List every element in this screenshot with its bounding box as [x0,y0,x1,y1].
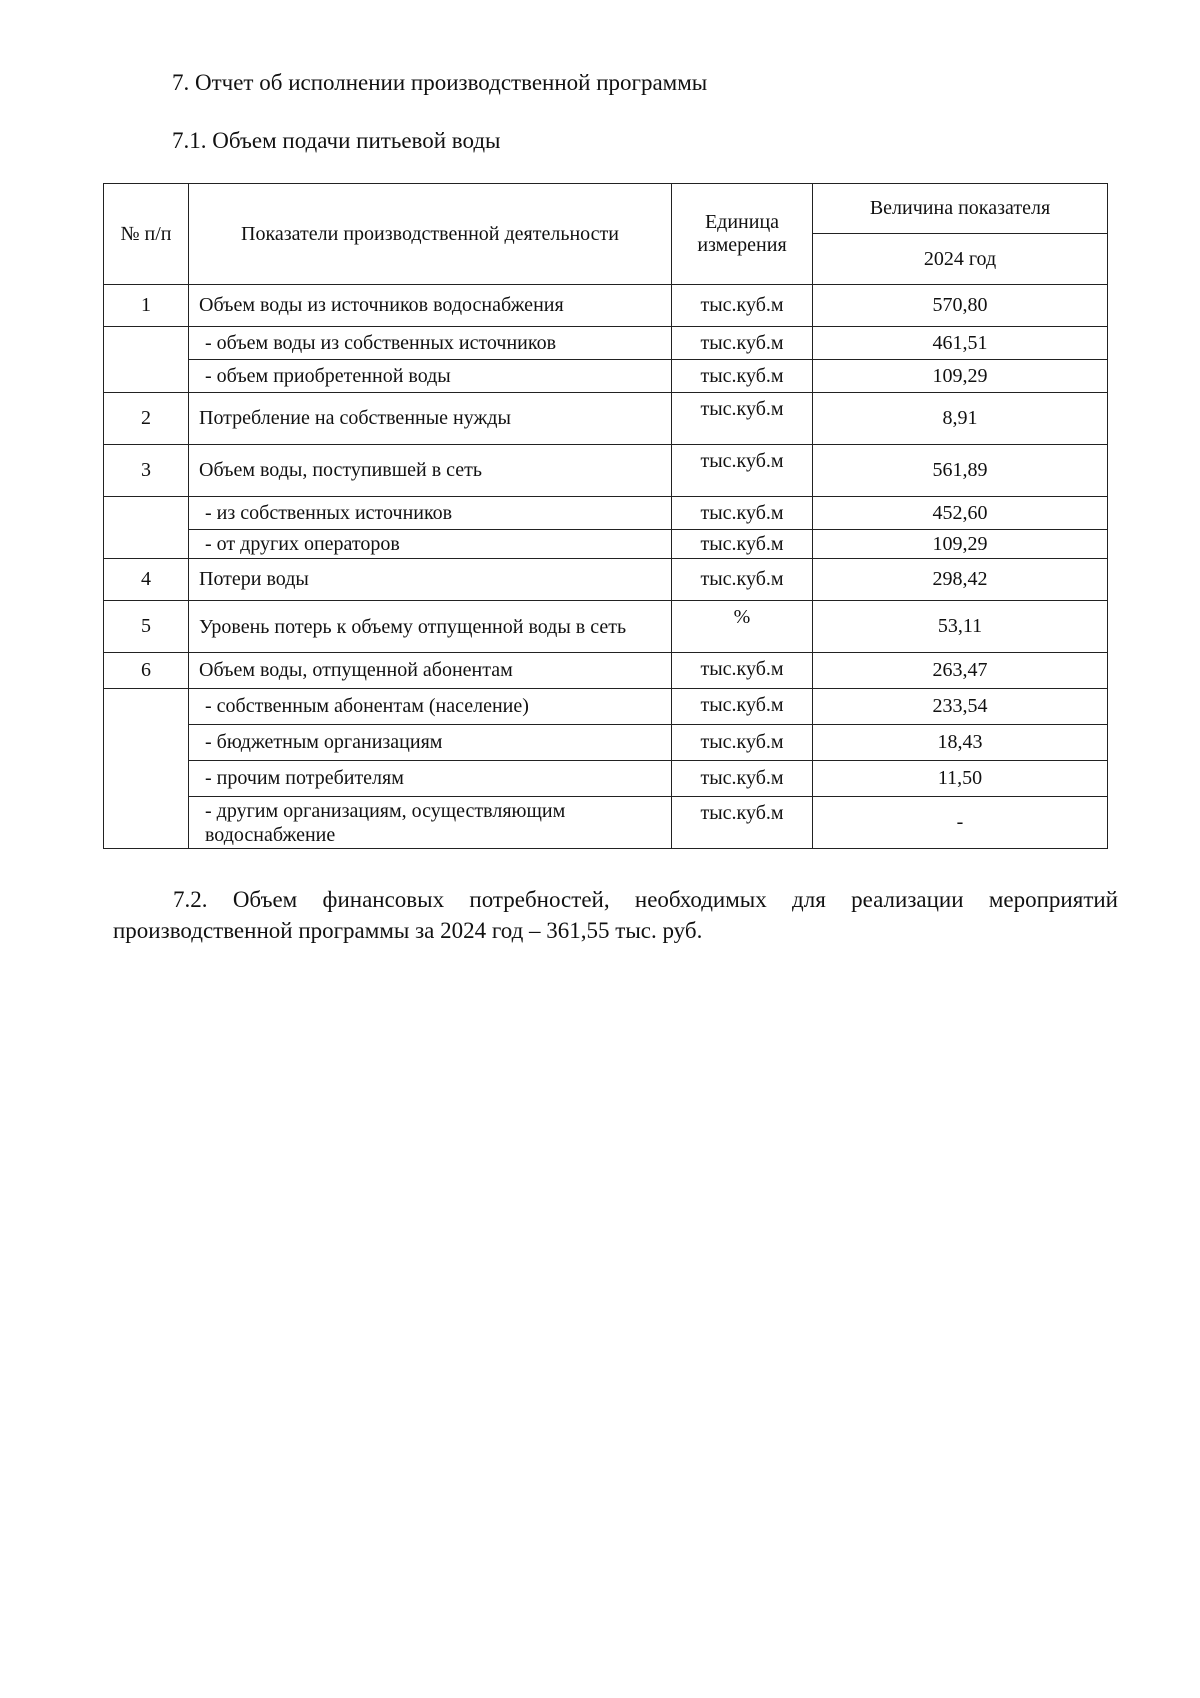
row-unit: тыс.куб.м [672,285,813,327]
row-unit: тыс.куб.м [672,725,813,761]
row-unit: тыс.куб.м [672,689,813,725]
row-name: - собственным абонентам (население) [189,689,672,725]
row-value: 233,54 [813,689,1108,725]
row-unit: тыс.куб.м [672,761,813,797]
row-value: 570,80 [813,285,1108,327]
row-value: 109,29 [813,360,1108,393]
row-value: 461,51 [813,327,1108,360]
row-unit: тыс.куб.м [672,393,813,445]
table-row [104,360,1108,393]
row-num: 5 [104,601,189,653]
water-supply-table [103,183,1108,849]
table-row [104,445,1108,497]
financial-needs-paragraph [113,884,1118,946]
row-value: 452,60 [813,497,1108,530]
row-name: Объем воды, поступившей в сеть [189,445,672,497]
row-name: - бюджетным организациям [189,725,672,761]
table-row [104,327,1108,360]
row-unit: % [672,601,813,653]
row-name: Объем воды из источников водоснабжения [189,285,672,327]
row-value: 8,91 [813,393,1108,445]
row-num [104,497,189,559]
row-unit: тыс.куб.м [672,497,813,530]
table-row [104,393,1108,445]
row-value: - [813,797,1108,849]
table-row [104,689,1108,725]
row-value: 53,11 [813,601,1108,653]
table-row [104,761,1108,797]
header-indicator: Показатели производственной деятельности [189,184,672,285]
row-name: - объем воды из собственных источников [189,327,672,360]
row-name: Потребление на собственные нужды [189,393,672,445]
row-num [104,327,189,393]
header-year: 2024 год [813,234,1108,285]
table-row [104,797,1108,849]
section-heading: 7. Отчет об исполнении производственной программы [172,70,708,95]
row-unit: тыс.куб.м [672,653,813,689]
row-value: 109,29 [813,530,1108,559]
row-num: 2 [104,393,189,445]
header-unit: Единица измерения [672,184,813,285]
row-num [104,689,189,849]
row-value: 11,50 [813,761,1108,797]
header-value-group: Величина показателя [813,184,1108,234]
row-unit: тыс.куб.м [672,559,813,601]
row-name: - из собственных источников [189,497,672,530]
row-unit: тыс.куб.м [672,530,813,559]
row-name: - другим организациям, осуществляющим водоснабжение [189,797,672,849]
row-num: 1 [104,285,189,327]
paragraph-text: 7.2. Объем финансовых потребностей, необходимых для реализации мероприятий производственной программы за 2024 год – 361,55 тыс. руб. [113,887,1118,943]
row-num: 6 [104,653,189,689]
row-name: - прочим потребителям [189,761,672,797]
row-name: - объем приобретенной воды [189,360,672,393]
row-unit: тыс.куб.м [672,360,813,393]
row-value: 298,42 [813,559,1108,601]
row-num: 4 [104,559,189,601]
row-num: 3 [104,445,189,497]
table-row [104,285,1108,327]
table-row [104,530,1108,559]
header-num: № п/п [104,184,189,285]
row-unit: тыс.куб.м [672,797,813,849]
table-row [104,725,1108,761]
row-name: - от других операторов [189,530,672,559]
row-name: Потери воды [189,559,672,601]
row-name: Уровень потерь к объему отпущенной воды в сеть [189,601,672,653]
row-value: 18,43 [813,725,1108,761]
row-unit: тыс.куб.м [672,327,813,360]
table-row [104,559,1108,601]
row-value: 263,47 [813,653,1108,689]
row-name: Объем воды, отпущенной абонентам [189,653,672,689]
table-row [104,653,1108,689]
table-row [104,497,1108,530]
subsection-heading: 7.1. Объем подачи питьевой воды [172,128,501,153]
row-value: 561,89 [813,445,1108,497]
table-row [104,601,1108,653]
row-unit: тыс.куб.м [672,445,813,497]
